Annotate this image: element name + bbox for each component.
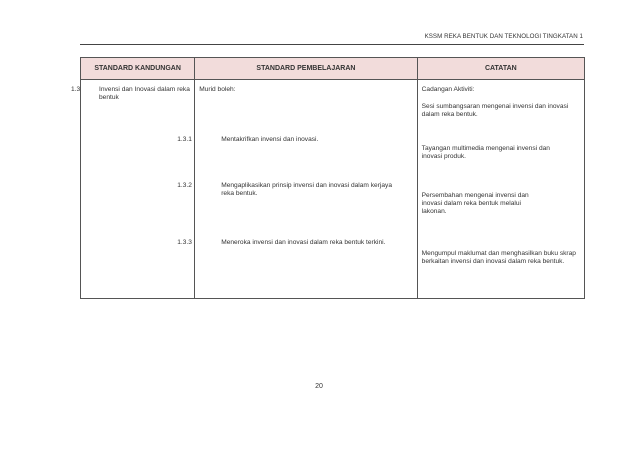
activity-item: Persembahan mengenai invensi dan inovasi dalam reka bentuk melalui lakonan. bbox=[421, 192, 529, 216]
learning-standard-item bbox=[177, 182, 399, 198]
learning-standard-number: 1.3.1 bbox=[177, 136, 192, 143]
activity-item: Tayangan multimedia mengenai invensi dan inovasi produk. bbox=[421, 145, 550, 161]
page-header-title: KSSM REKA BENTUK DAN TEKNOLOGI TINGKATAN 1 bbox=[424, 33, 583, 40]
catatan-cell bbox=[417, 80, 584, 299]
learning-standard-text: Mentakrifkan invensi dan inovasi. bbox=[221, 136, 319, 143]
learning-standard-number: 1.3.3 bbox=[177, 239, 192, 246]
learning-standard-text: Mengaplikasikan prinsip invensi dan inovasi dalam kerjaya reka bentuk. bbox=[221, 182, 393, 198]
page-number: 20 bbox=[315, 383, 323, 390]
column-header-standard-kandungan: STANDARD KANDUNGAN bbox=[81, 58, 195, 80]
activity-item: Sesi sumbangsaran mengenai invensi dan inovasi dalam reka bentuk. bbox=[421, 103, 569, 119]
learning-standard-text: Meneroka invensi dan inovasi dalam reka bentuk terkini. bbox=[221, 239, 386, 246]
table-row bbox=[81, 80, 585, 299]
content-standard-entry bbox=[71, 86, 191, 102]
learning-standard-intro: Murid boleh: bbox=[199, 86, 236, 93]
standard-pembelajaran-cell bbox=[177, 80, 417, 299]
learning-standard-number: 1.3.2 bbox=[177, 182, 192, 189]
column-header-catatan: CATATAN bbox=[417, 58, 584, 80]
content-standard-number: 1.3 bbox=[71, 86, 81, 93]
learning-standard-item bbox=[177, 239, 421, 247]
activity-heading: Cadangan Aktiviti: bbox=[421, 86, 475, 93]
header-rule bbox=[80, 44, 584, 45]
curriculum-table bbox=[71, 57, 585, 299]
column-header-standard-pembelajaran: STANDARD PEMBELAJARAN bbox=[195, 58, 417, 80]
content-standard-text: Invensi dan Inovasi dalam reka bentuk bbox=[99, 86, 190, 102]
learning-standard-item bbox=[177, 136, 421, 144]
table-header-row bbox=[81, 58, 585, 80]
activity-item: Mengumpul maklumat dan menghasilkan buku skrap berkaitan invensi dan inovasi dalam reka bentuk. bbox=[421, 250, 576, 266]
